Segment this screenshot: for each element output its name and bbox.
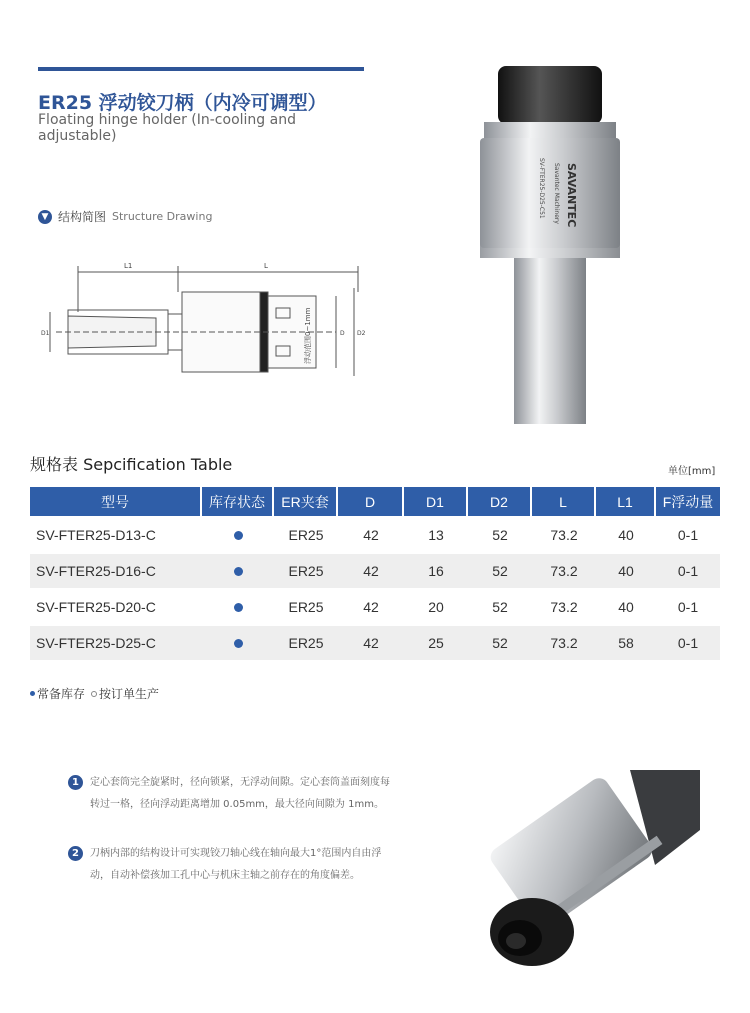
cell-er: ER25 bbox=[274, 552, 338, 588]
col-f: F浮动量 bbox=[656, 487, 720, 516]
note-item bbox=[72, 843, 390, 887]
cell-d2: 52 bbox=[468, 516, 532, 552]
cell-model: SV-FTER25-D25-C bbox=[30, 624, 202, 660]
cell-f: 0-1 bbox=[656, 516, 720, 552]
product-photo bbox=[470, 58, 630, 428]
cell-model: SV-FTER25-D16-C bbox=[30, 552, 202, 588]
cell-l: 73.2 bbox=[532, 624, 596, 660]
legend-stock: 常备库存 bbox=[37, 687, 86, 701]
product-subtitle: Floating hinge holder (In-cooling and adjustable) bbox=[38, 112, 296, 144]
dim-d2: D2 bbox=[357, 330, 366, 337]
spec-title: 规格表 Sepcification Table bbox=[30, 455, 233, 474]
table-header-row bbox=[30, 487, 720, 516]
stock-dot-icon bbox=[30, 691, 35, 696]
cell-d1: 25 bbox=[404, 624, 468, 660]
cell-model: SV-FTER25-D20-C bbox=[30, 588, 202, 624]
table-row bbox=[30, 516, 720, 552]
cell-stock bbox=[202, 552, 274, 588]
col-d2: D2 bbox=[468, 487, 532, 516]
cell-f: 0-1 bbox=[656, 588, 720, 624]
header-rule bbox=[38, 67, 364, 71]
structure-label-en: Structure Drawing bbox=[112, 210, 213, 223]
brand-mark: SAVANTEC bbox=[565, 163, 578, 228]
model-mark: SV-FTER25-D25-C51 bbox=[538, 158, 545, 219]
cell-d: 42 bbox=[338, 588, 404, 624]
dim-l1: L1 bbox=[124, 262, 133, 270]
order-ring-icon bbox=[91, 691, 97, 697]
chevron-down-icon: ▼ bbox=[38, 210, 52, 224]
float-range-label: 浮动范围0~1mm bbox=[304, 307, 312, 364]
cell-d2: 52 bbox=[468, 624, 532, 660]
product-closeup-photo bbox=[480, 770, 700, 975]
structure-heading bbox=[38, 208, 212, 225]
cell-f: 0-1 bbox=[656, 552, 720, 588]
cell-model: SV-FTER25-D13-C bbox=[30, 516, 202, 552]
note-number-badge: 1 bbox=[68, 775, 83, 790]
col-er: ER夹套 bbox=[274, 487, 338, 516]
cell-d: 42 bbox=[338, 624, 404, 660]
dim-l: L bbox=[264, 262, 268, 270]
spec-table bbox=[30, 487, 720, 660]
note-item bbox=[72, 772, 390, 816]
cell-d1: 13 bbox=[404, 516, 468, 552]
col-d: D bbox=[338, 487, 404, 516]
note-text: 定心套筒完全旋紧时，径向锁紧，无浮动间隙。定心套筒盖面刻度每转过一格，径向浮动距离增加 0.05mm，最大径向间隙为 1mm。 bbox=[90, 777, 390, 810]
cell-stock bbox=[202, 624, 274, 660]
cell-d2: 52 bbox=[468, 588, 532, 624]
stock-legend bbox=[30, 685, 159, 702]
cell-d2: 52 bbox=[468, 552, 532, 588]
stock-dot-icon bbox=[234, 639, 243, 648]
cell-l1: 40 bbox=[596, 516, 656, 552]
stock-dot-icon bbox=[234, 531, 243, 540]
cell-l: 73.2 bbox=[532, 516, 596, 552]
stock-dot-icon bbox=[234, 603, 243, 612]
table-row bbox=[30, 552, 720, 588]
cell-d1: 16 bbox=[404, 552, 468, 588]
structure-drawing bbox=[36, 252, 368, 392]
cell-er: ER25 bbox=[274, 588, 338, 624]
brand-sub: Savantec Machinery bbox=[553, 163, 560, 224]
col-l1: L1 bbox=[596, 487, 656, 516]
cell-d1: 20 bbox=[404, 588, 468, 624]
cell-d: 42 bbox=[338, 516, 404, 552]
col-l: L bbox=[532, 487, 596, 516]
cell-er: ER25 bbox=[274, 624, 338, 660]
legend-order: 按订单生产 bbox=[99, 687, 160, 701]
cell-stock bbox=[202, 588, 274, 624]
note-text: 刀柄内部的结构设计可实现铰刀轴心线在轴向最大1°范围内自由浮动，自动补偿孩加工孔中心与机床主轴之前存在的角度偏差。 bbox=[90, 848, 382, 881]
cell-l1: 40 bbox=[596, 552, 656, 588]
dim-d1: D1 bbox=[41, 330, 50, 337]
cell-l: 73.2 bbox=[532, 552, 596, 588]
col-d1: D1 bbox=[404, 487, 468, 516]
cell-l1: 40 bbox=[596, 588, 656, 624]
product-title: ER25 浮动铰刀柄（内冷可调型） bbox=[38, 92, 327, 114]
col-model: 型号 bbox=[30, 487, 202, 516]
cell-stock bbox=[202, 516, 274, 552]
table-row bbox=[30, 624, 720, 660]
unit-label: 单位[mm] bbox=[668, 466, 716, 477]
cell-d: 42 bbox=[338, 552, 404, 588]
table-row bbox=[30, 588, 720, 624]
cell-er: ER25 bbox=[274, 516, 338, 552]
structure-label-cn: 结构简图 bbox=[58, 210, 107, 224]
dim-d: D bbox=[340, 330, 345, 337]
stock-dot-icon bbox=[234, 567, 243, 576]
cell-f: 0-1 bbox=[656, 624, 720, 660]
cell-l: 73.2 bbox=[532, 588, 596, 624]
note-number-badge: 2 bbox=[68, 846, 83, 861]
cell-l1: 58 bbox=[596, 624, 656, 660]
col-stock: 库存状态 bbox=[202, 487, 274, 516]
